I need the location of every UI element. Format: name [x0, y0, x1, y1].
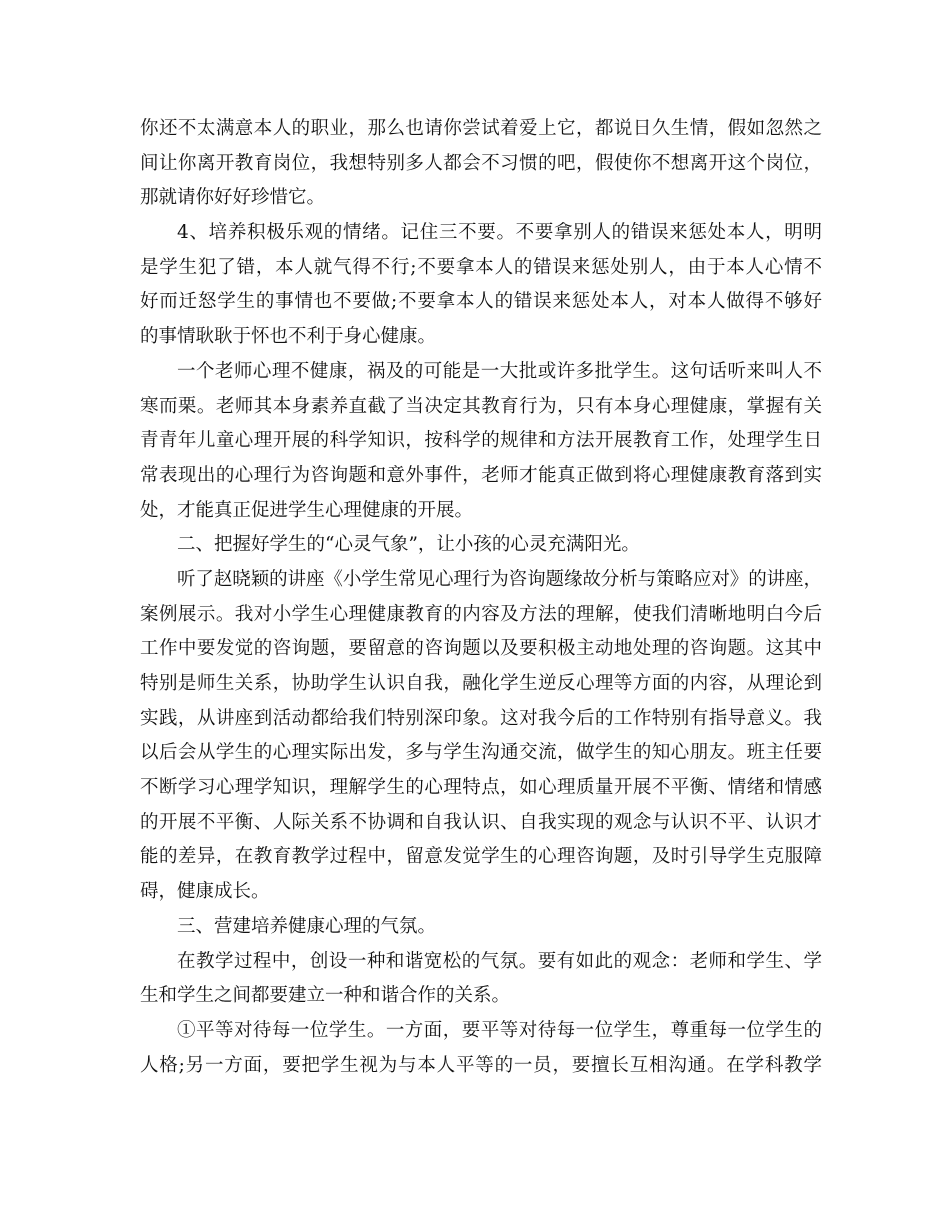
text-line: 人格;另一方面，要把学生视为与本人平等的一员，要擅长互相沟通。在学科教学 [140, 1054, 823, 1076]
text-line: 案例展示。我对小学生心理健康教育的内容及方法的理解，使我们清晰地明白今后 [140, 603, 823, 625]
text-line: 那就请你好好珍惜它。 [140, 187, 326, 209]
text-line: 青青年儿童心理开展的科学知识，按科学的规律和方法开展教育工作，处理学生日 [140, 430, 823, 452]
text-line: 是学生犯了错，本人就气得不行;不要拿本人的错误来惩处别人，由于本人心情不 [140, 256, 823, 278]
text-line: 碍，健康成长。 [140, 881, 270, 903]
text-line: 不断学习心理学知识，理解学生的心理特点，如心理质量开展不平衡、情绪和情感 [140, 777, 823, 799]
document-page [140, 112, 822, 1083]
text-line: 实践，从讲座到活动都给我们特别深印象。这对我今后的工作特别有指导意义。我 [140, 707, 823, 729]
text-line: 的开展不平衡、人际关系不协调和自我认识、自我实现的观念与认识不平、认识才 [140, 811, 823, 833]
text-line: 生和学生之间都要建立一种和谐合作的关系。 [140, 985, 511, 1007]
text-line: 三、营建培养健康心理的气氛。 [177, 915, 437, 937]
text-line: 间让你离开教育岗位，我想特别多人都会不习惯的吧，假使你不想离开这个岗位， [140, 152, 823, 174]
text-line: 的事情耿耿于怀也不利于身心健康。 [140, 326, 437, 348]
text-line: 你还不太满意本人的职业，那么也请你尝试着爱上它，都说日久生情，假如忽然之 [140, 118, 823, 139]
text-line: ①平等对待每一位学生。一方面，要平等对待每一位学生，尊重每一位学生的 [177, 1019, 823, 1041]
text-line: 常表现出的心理行为咨询题和意外事件，老师才能真正做到将心理健康教育落到实 [140, 464, 823, 486]
text-line: 能的差异，在教育教学过程中，留意发觉学生的心理咨询题，及时引导学生克服障 [140, 846, 823, 868]
text-line: 工作中要发觉的咨询题，要留意的咨询题以及要积极主动地处理的咨询题。这其中 [140, 638, 823, 660]
text-line: 好而迁怒学生的事情也不要做;不要拿本人的错误来惩处本人，对本人做得不够好 [140, 291, 823, 313]
text-line: 在教学过程中，创设一种和谐宽松的气氛。要有如此的观念：老师和学生、学 [177, 950, 823, 972]
text-line: 一个老师心理不健康，祸及的可能是一大批或许多批学生。这句话听来叫人不 [177, 360, 823, 382]
text-line: 寒而栗。老师其本身素养直截了当决定其教育行为，只有本身心理健康，掌握有关 [140, 395, 823, 417]
text-line: 以后会从学生的心理实际出发，多与学生沟通交流，做学生的知心朋友。班主任要 [140, 742, 823, 764]
text-line: 处，才能真正促进学生心理健康的开展。 [140, 499, 474, 521]
text-line: 4、培养积极乐观的情绪。记住三不要。不要拿别人的错误来惩处本人，明明 [177, 222, 823, 244]
text-line: 听了赵晓颖的讲座《小学生常见心理行为咨询题缘故分析与策略应对》的讲座， [177, 568, 822, 590]
text-line: 特别是师生关系，协助学生认识自我，融化学生逆反心理等方面的内容，从理论到 [140, 673, 823, 694]
text-line: 二、把握好学生的“心灵气象”，让小孩的心灵充满阳光。 [177, 534, 640, 556]
